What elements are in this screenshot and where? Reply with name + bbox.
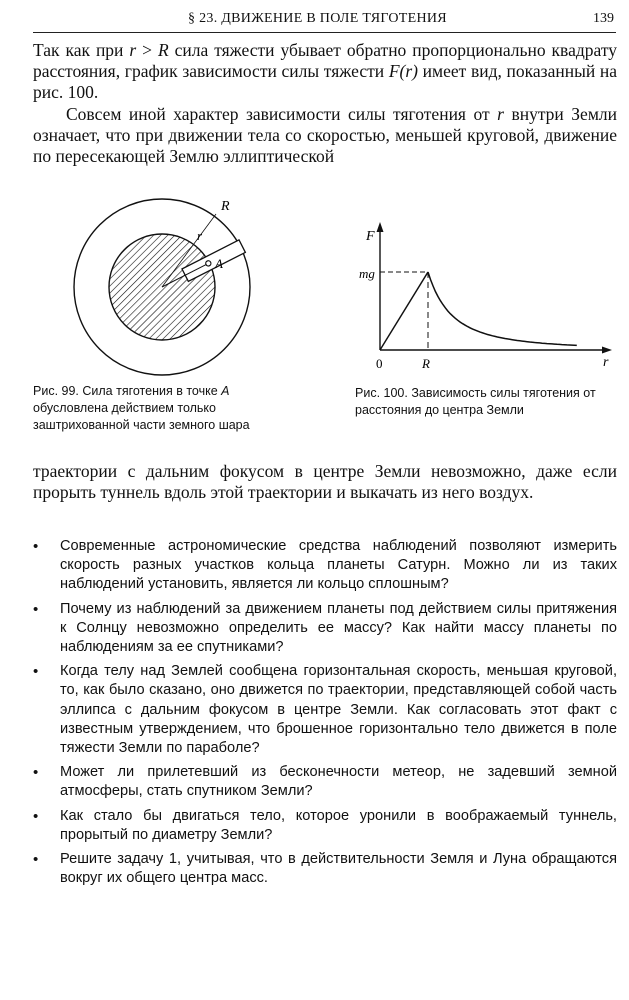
figure-100-chart: [358, 220, 618, 370]
p1-text-a: Так как при: [33, 40, 130, 60]
bullet-icon: •: [33, 764, 39, 782]
question-text: Может ли прилетевший из бесконечности метеор, не задевший земной атмосферы, стать спутником Земли?: [60, 764, 617, 800]
cap99-text-b: обусловлена действием только заштрихованной части земного шара: [33, 401, 250, 432]
cap99-text-a: Рис. 99. Сила тяготения в точке: [33, 384, 222, 398]
series-layer: [380, 272, 577, 350]
bullet-icon: •: [33, 851, 39, 869]
series-inside-earth: [380, 272, 428, 350]
paragraph-1: [33, 40, 617, 103]
p1-text-c: имеет вид, показанный на рис. 100.: [33, 61, 617, 102]
question-text: Когда телу над Землей сообщена горизонтальная скорость, меньшая круговой, то, как было сказано, оно движется по траектории, представляющей собой часть эллипса с дальним фокусом в центре Земли. Как согласовать этот факт с известным утверждением, что брошенное горизонтально тело движется в поле тяжести Земли по параболе?: [60, 663, 617, 757]
tick-label-zero: 0: [376, 356, 383, 370]
question-item: [33, 662, 617, 758]
paragraph-3: траектории с дальним фокусом в центре Земли невозможно, даже если прорыть туннель вдоль этой траектории и выкачать из него воздух.: [33, 461, 617, 502]
p1-var-R: R: [157, 40, 169, 60]
paragraph-2: [33, 104, 617, 167]
question-text: Решите задачу 1, учитывая, что в действительности Земля и Луна обращаются вокруг их общего центра масс.: [60, 851, 617, 887]
running-head: § 23. ДВИЖЕНИЕ В ПОЛЕ ТЯГОТЕНИЯ: [188, 11, 447, 26]
x-axis-arrow: [602, 347, 612, 354]
question-item: [33, 850, 617, 888]
questions-list: [33, 537, 617, 893]
page-number: 139: [593, 11, 614, 26]
series-outside-earth: [428, 272, 577, 345]
figure-99: [66, 188, 266, 383]
label-R: R: [221, 199, 230, 214]
p1-gt: >: [136, 40, 158, 60]
bullet-icon: •: [33, 663, 39, 681]
question-text: Как стало бы двигаться тело, которое уронили в воображаемый туннель, прорытый по диаметру Земли?: [60, 807, 617, 843]
question-text: Почему из наблюдений за движением планеты под действием силы притяжения к Солнцу невозможно определить ее массу? Как найти массу планеты по наблюдениям за ее спутниками?: [60, 600, 617, 656]
y-axis-label: F: [366, 229, 375, 244]
p2-var-r: r: [497, 104, 504, 124]
question-item: [33, 807, 617, 845]
bullet-icon: •: [33, 538, 39, 555]
label-A: A: [215, 256, 223, 271]
tick-label-mg: mg: [359, 266, 375, 281]
p1-var-r: r: [129, 40, 137, 60]
question-text: Современные астрономические средства наблюдений позволяют измерить скорость разных участков кольца планеты Сатурн. Можно ли из таких наблюдений установить, является ли кольцо сплошным?: [60, 538, 617, 593]
p2-text-b: внутри Земли означает, что при движении тела со скоростью, меньшей круговой, движение по пересекающей Землю эллиптической: [33, 104, 618, 166]
caption-figure-100: Рис. 100. Зависимость силы тяготения от расстояния до центра Земли: [355, 386, 596, 417]
cap99-var-A: A: [221, 384, 230, 398]
caption-figure-99: [33, 383, 298, 434]
bullet-icon: •: [33, 600, 39, 618]
label-r: r: [197, 228, 203, 243]
p1-text-b: сила тяжести убывает обратно пропорционально квадрату расстояния, график зависимости силы тяжести: [33, 40, 617, 81]
question-item: [33, 537, 617, 595]
x-axis-label: r: [603, 355, 609, 370]
bullet-icon: •: [33, 807, 39, 825]
p1-func-F: F(r): [388, 61, 418, 81]
question-item: [33, 763, 617, 801]
y-axis-arrow: [377, 222, 384, 232]
question-item: [33, 600, 617, 658]
p2-text-a: Совсем иной характер зависимости силы тяготения от: [66, 104, 498, 124]
tick-label-R: R: [422, 356, 430, 370]
page-header: [33, 8, 616, 33]
